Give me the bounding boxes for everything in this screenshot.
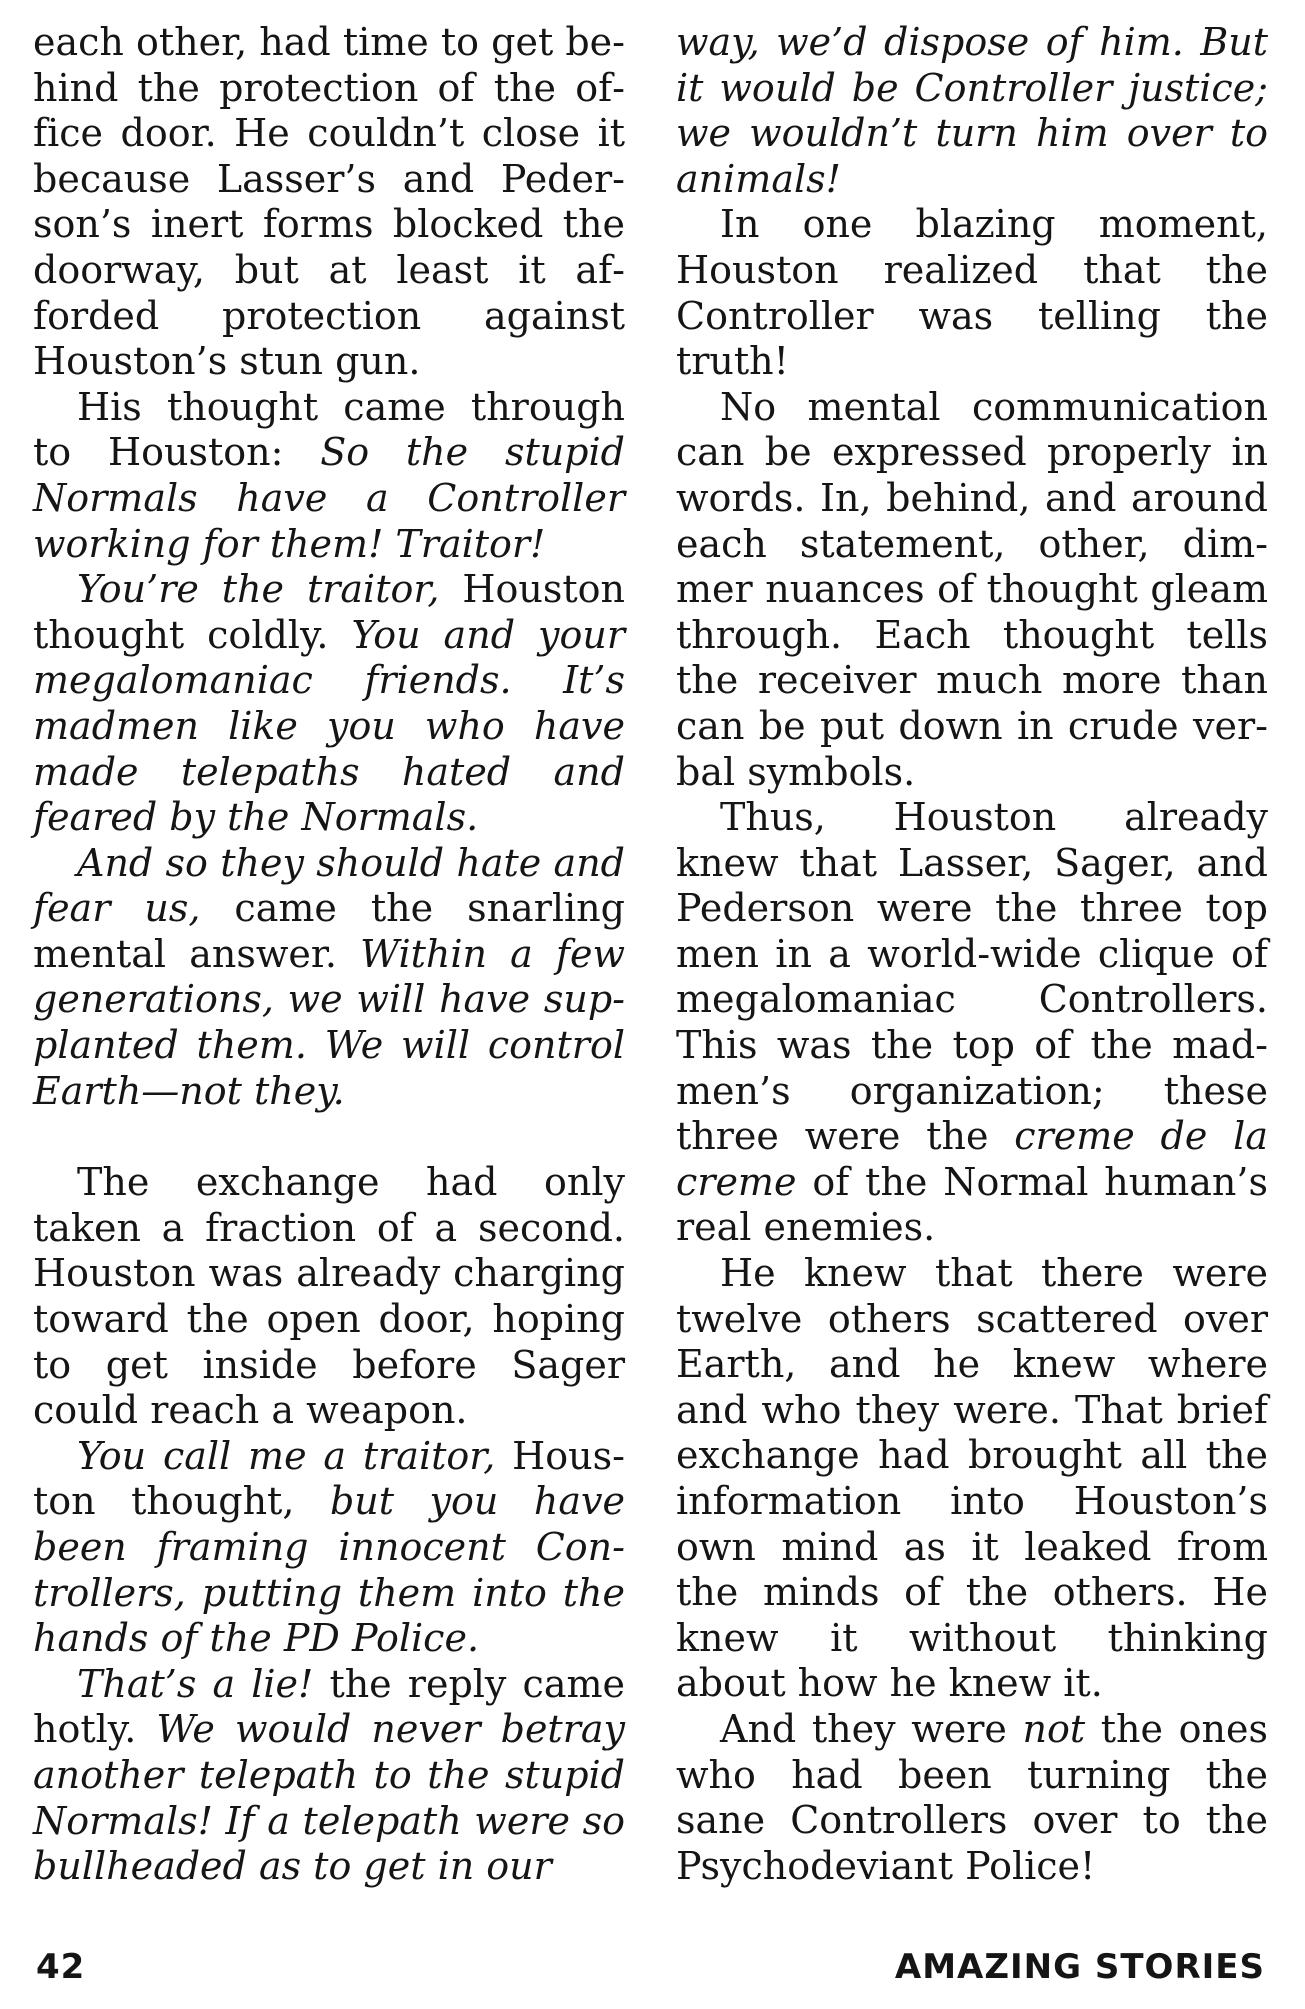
paragraph — [33, 20, 625, 385]
text-run: He knew that there were twelve others scattered over Earth, and he knew where and who they were. That brief exchange had brought all the information into Houston’s own mind as it leaked from the minds of the others. He knew it without thinking about how he knew it. — [676, 1251, 1268, 1706]
italic-text: Within a few generations, we will have supplanted them. We will control Earth—not they. — [33, 931, 626, 1113]
text-run: the ones who had been turning the sane Controllers over to the Psychodeviant Police! — [676, 1706, 1268, 1888]
text-run: The exchange had only taken a fraction of a second. Houston was already charging toward the open door, hoping to get inside before Sager could reach a weapon. — [33, 1160, 625, 1433]
paragraph — [676, 1251, 1268, 1707]
text-run: No mental communication can be expressed properly in words. In, behind, and around each statement, other, dimmer nuances of thought gleam through. Each thought tells the receiver much more than can be put down in crude verbal symbols. — [676, 384, 1268, 794]
paragraph — [33, 1434, 625, 1662]
right-text-column — [676, 20, 1268, 1889]
text-run: the reply came hotly. — [33, 1661, 625, 1752]
text-run: Thus, Houston already knew that Lasser, Sager, and Pederson were the three top men in a world-wide clique of megalomaniac Controllers. This was the top of the madmen’s organization; these three were the — [676, 795, 1268, 1159]
italic-text: So the stupid Normals have a Controller working for them! Traitor! — [33, 430, 625, 566]
italic-text: We would never betray another telepath to the stupid Normals! If a telepath were so bullheaded as to get in our — [33, 1707, 625, 1889]
paragraph — [33, 841, 625, 1115]
text-run: Houston thought coldly. — [33, 567, 625, 657]
italic-text: And so they should hate and fear us, — [33, 840, 625, 931]
text-run: And they were — [720, 1706, 1023, 1751]
page-number: 42 — [36, 1947, 86, 1987]
italic-text: way, we’d dispose of him. But it would be Controller justice; we wouldn’t turn him over to animals! — [676, 20, 1268, 201]
italic-text: You call me a traitor, — [77, 1433, 496, 1478]
paragraph — [33, 385, 625, 567]
paragraph — [676, 202, 1268, 384]
paragraph — [676, 1707, 1268, 1889]
italic-text: creme de la creme — [676, 1114, 1268, 1204]
italic-text: You’re the traitor, — [77, 567, 440, 612]
italic-text: That’s a lie! — [77, 1661, 314, 1706]
paragraph — [33, 1160, 625, 1434]
text-run: came the snarling mental answer. — [33, 886, 625, 976]
paragraph — [33, 1662, 625, 1890]
text-run: of the Normal human’s real enemies. — [676, 1159, 1268, 1250]
left-text-column — [33, 20, 625, 1890]
text-run: His thought came through to Houston: — [33, 384, 625, 475]
paragraph — [676, 20, 1268, 202]
paragraph — [676, 385, 1268, 795]
text-run: In one blazing moment, Houston realized that the Controller was telling the truth! — [676, 202, 1268, 384]
text-run: each other, had time to get behind the protection of the office door. He couldn’t close it because Lasser’s and Pederson’s inert forms blocked the doorway, but at least it afforded protection against Houston’s stun gun. — [33, 20, 625, 384]
italic-text: but you have been framing innocent Controllers, putting them into the hands of the PD Police. — [33, 1479, 625, 1661]
italic-text: You and your megalomaniac friends. It’s madmen like you who have made telepaths hated and feared by the Normals. — [33, 612, 625, 840]
italic-text: not — [1022, 1706, 1086, 1751]
running-title: AMAZING STORIES — [894, 1947, 1265, 1987]
paragraph — [33, 567, 625, 841]
text-run: Houston thought, — [33, 1433, 625, 1524]
paragraph — [676, 795, 1268, 1251]
